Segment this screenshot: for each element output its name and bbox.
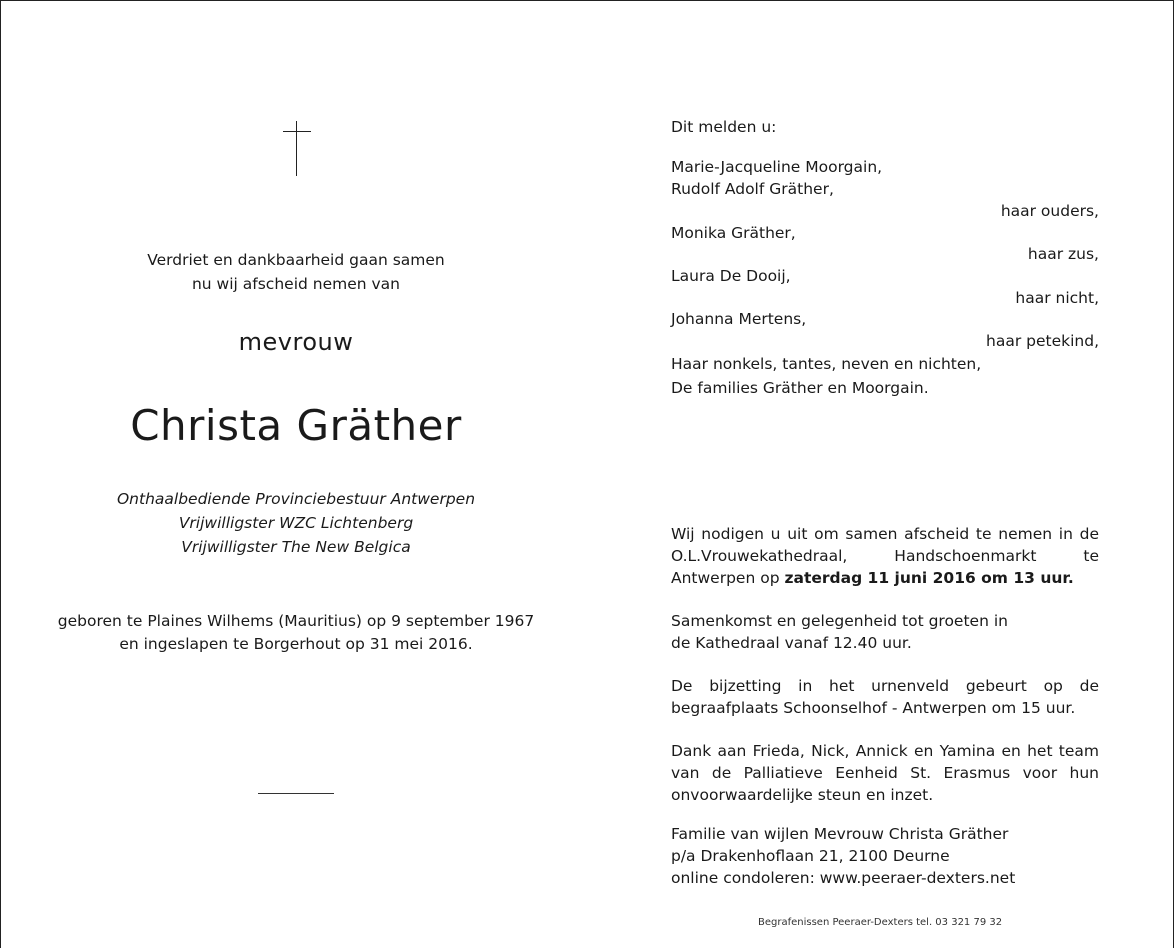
- roles: [1, 487, 591, 559]
- invitation: [671, 523, 1099, 589]
- honorific: mevrouw: [238, 328, 354, 356]
- cross-icon: [283, 121, 311, 177]
- family-line: Haar nonkels, tantes, neven en nichten,: [671, 355, 982, 373]
- family-line: De families Gräther en Moorgain.: [671, 379, 929, 397]
- contact-line: online condoleren: www.peeraer-dexters.net: [671, 869, 1016, 887]
- relation-line: haar petekind,: [986, 332, 1099, 350]
- relation-line: haar zus,: [1027, 245, 1099, 263]
- divider-line: [258, 793, 334, 794]
- date-line: geboren te Plaines Wilhems (Mauritius) op 9 september 1967: [57, 612, 535, 630]
- relation-line: haar nicht,: [1015, 289, 1099, 307]
- relation-line: haar ouders,: [1000, 202, 1099, 220]
- announcement: [671, 116, 1099, 138]
- intro-line: nu wij afscheid nemen van: [191, 275, 401, 293]
- invitation-text: Wij nodigen u uit om samen afscheid te nemen in de O.L.Vrouwekathedraal, Handschoenmarkt te Antwerpen op: [671, 525, 1099, 587]
- ceremony-date: zaterdag 11 juni 2016 om 13 uur.: [784, 569, 1074, 587]
- date-line: en ingeslapen te Borgerhout op 31 mei 2016.: [119, 635, 473, 653]
- gathering: [671, 610, 1099, 654]
- role-line: Vrijwilligster The New Belgica: [181, 538, 411, 556]
- role-line: Onthaalbediende Provinciebestuur Antwerpen: [116, 490, 476, 508]
- role-line: Vrijwilligster WZC Lichtenberg: [178, 514, 414, 532]
- deceased-name: Christa Gräther: [130, 401, 462, 450]
- gathering-line: Samenkomst en gelegenheid tot groeten in: [671, 612, 1008, 630]
- contact-line: p/a Drakenhoflaan 21, 2100 Deurne: [671, 847, 950, 865]
- family-line: Marie-Jacqueline Moorgain,: [671, 158, 883, 176]
- funeral-home-footer: Begrafenissen Peeraer-Dexters tel. 03 321 79 32: [758, 917, 1003, 928]
- intro-line: Verdriet en dankbaarheid gaan samen: [147, 251, 445, 269]
- gathering-line: de Kathedraal vanaf 12.40 uur.: [671, 634, 912, 652]
- family-list: [671, 156, 1099, 399]
- family-line: Johanna Mertens,: [671, 310, 807, 328]
- birth-death-dates: [1, 610, 591, 656]
- thanks-text: Dank aan Frieda, Nick, Annick en Yamina en het team van de Palliatieve Eenheid St. Erasmus voor hun onvoorwaardelijke steun en inzet.: [671, 742, 1099, 804]
- family-line: Rudolf Adolf Gräther,: [671, 180, 834, 198]
- intro-text: [1, 248, 591, 296]
- announce-line: Dit melden u:: [671, 118, 777, 136]
- contact-info: [671, 823, 1099, 889]
- family-line: Monika Gräther,: [671, 224, 796, 242]
- family-line: Laura De Dooij,: [671, 267, 791, 285]
- burial-info: De bijzetting in het urnenveld gebeurt op de begraafplaats Schoonselhof - Antwerpen om 15 uur.: [671, 677, 1099, 717]
- contact-line: Familie van wijlen Mevrouw Christa Gräther: [671, 825, 1009, 843]
